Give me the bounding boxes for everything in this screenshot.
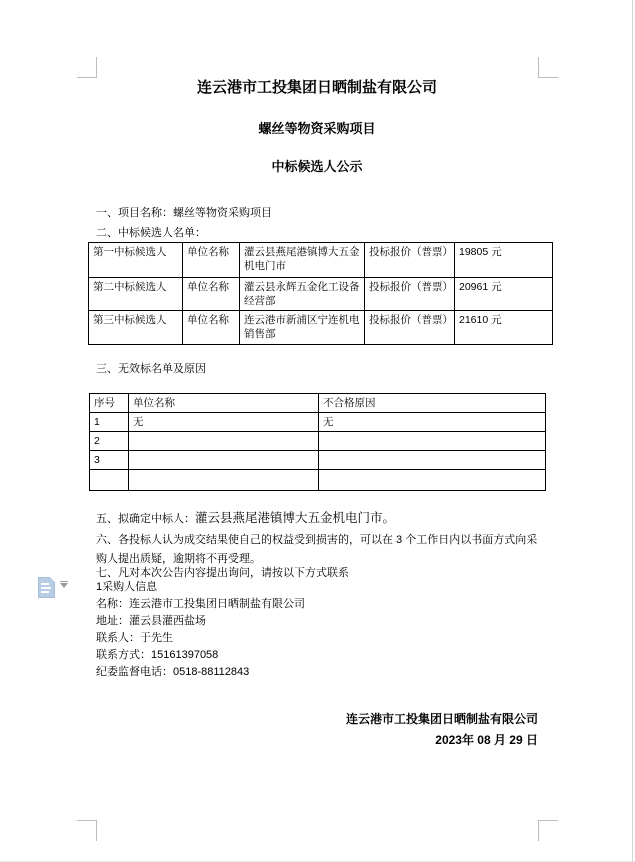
- section-project-name: 一、项目名称：螺丝等物资采购项目: [96, 207, 272, 219]
- table-row: [89, 278, 553, 311]
- purchaser-info-heading: 1采购人信息: [96, 581, 158, 593]
- table-row: [90, 470, 546, 491]
- unit-cell: [129, 451, 319, 470]
- reason-cell: [319, 451, 546, 470]
- window-right-edge: [632, 0, 633, 862]
- text-boundary-mark-bottom-right: [538, 820, 558, 841]
- section-candidate-list-heading: 二、中标候选人名单：: [96, 227, 206, 239]
- section-winner: [96, 511, 395, 526]
- winner-prefix: 五、拟确定中标人：: [96, 513, 195, 525]
- header-unit-cell: 单位名称: [129, 394, 319, 413]
- table-row: [90, 432, 546, 451]
- price-label-cell: 投标报价（普票）: [365, 243, 455, 278]
- table-header-row: [90, 394, 546, 413]
- price-cell: 20961 元: [455, 278, 553, 311]
- no-cell: [90, 470, 129, 491]
- unit-cell: 无: [129, 413, 319, 432]
- purchaser-name: 名称：连云港市工投集团日晒制盐有限公司: [96, 598, 305, 610]
- no-cell: 3: [90, 451, 129, 470]
- unit-name-cell: 灌云县燕尾港镇博大五金机电门市: [240, 243, 365, 278]
- header-reason-cell: 不合格原因: [319, 394, 546, 413]
- signature-date: 2023年 08 月 29 日: [435, 733, 538, 747]
- unit-label-cell: 单位名称: [183, 243, 240, 278]
- unit-cell: [129, 470, 319, 491]
- signature-company: 连云港市工投集团日晒制盐有限公司: [345, 712, 538, 726]
- reason-cell: [319, 432, 546, 451]
- section-invalid-bids-heading: 三、无效标名单及原因: [96, 363, 206, 375]
- rank-cell: 第三中标候选人: [89, 311, 183, 345]
- contact-person: 联系人：于先生: [96, 632, 173, 644]
- invalid-bids-table: [89, 393, 546, 491]
- text-boundary-mark-top-left: [77, 57, 97, 78]
- unit-name-cell: 灌云县永辉五金化工设备经营部: [240, 278, 365, 311]
- purchaser-info-block: [96, 579, 305, 681]
- project-title: 螺丝等物资采购项目: [258, 121, 376, 136]
- unit-name-cell: 连云港市新浦区宁连机电销售部: [240, 311, 365, 345]
- no-cell: 2: [90, 432, 129, 451]
- supervision-phone: 纪委监督电话：0518-88112843: [96, 666, 250, 678]
- document-title-block: [96, 79, 538, 175]
- price-label-cell: 投标报价（普票）: [365, 278, 455, 311]
- section-inquiry-heading: 七、凡对本次公告内容提出询问，请按以下方式联系: [96, 567, 349, 579]
- purchaser-address: 地址：灌云县灌西盐场: [96, 615, 206, 627]
- price-cell: 19805 元: [455, 243, 553, 278]
- page-fold-icon: [50, 577, 55, 582]
- price-cell: 21610 元: [455, 311, 553, 345]
- contact-phone: 联系方式：15161397058: [96, 649, 219, 661]
- reason-cell: 无: [319, 413, 546, 432]
- signature-block: [96, 709, 538, 751]
- unit-label-cell: 单位名称: [183, 311, 240, 345]
- paste-options-icon: [38, 577, 55, 598]
- candidates-table: [88, 242, 553, 345]
- paste-options-button[interactable]: [36, 575, 70, 599]
- unit-cell: [129, 432, 319, 451]
- rank-cell: 第二中标候选人: [89, 278, 183, 311]
- company-title: 连云港市工投集团日晒制盐有限公司: [196, 79, 437, 96]
- dropdown-arrow-icon: [60, 583, 68, 588]
- section-objection-notice: 六、各投标人认为成交结果使自己的权益受到损害的，可以在 3 个工作日内以书面方式向采购人提出质疑，逾期将不再受理。: [96, 534, 538, 565]
- dropdown-arrow-icon: [60, 581, 68, 582]
- rank-cell: 第一中标候选人: [89, 243, 183, 278]
- text-boundary-mark-bottom-left: [77, 820, 97, 841]
- table-row: [90, 451, 546, 470]
- announcement-title: 中标候选人公示: [271, 159, 363, 174]
- table-row: [89, 311, 553, 345]
- no-cell: 1: [90, 413, 129, 432]
- winner-name: 灌云县燕尾港镇博大五金机电门市。: [195, 511, 396, 525]
- table-row: [90, 413, 546, 432]
- table-row: [89, 243, 553, 278]
- price-label-cell: 投标报价（普票）: [365, 311, 455, 345]
- header-no-cell: 序号: [90, 394, 129, 413]
- reason-cell: [319, 470, 546, 491]
- text-boundary-mark-top-right: [538, 57, 558, 78]
- unit-label-cell: 单位名称: [183, 278, 240, 311]
